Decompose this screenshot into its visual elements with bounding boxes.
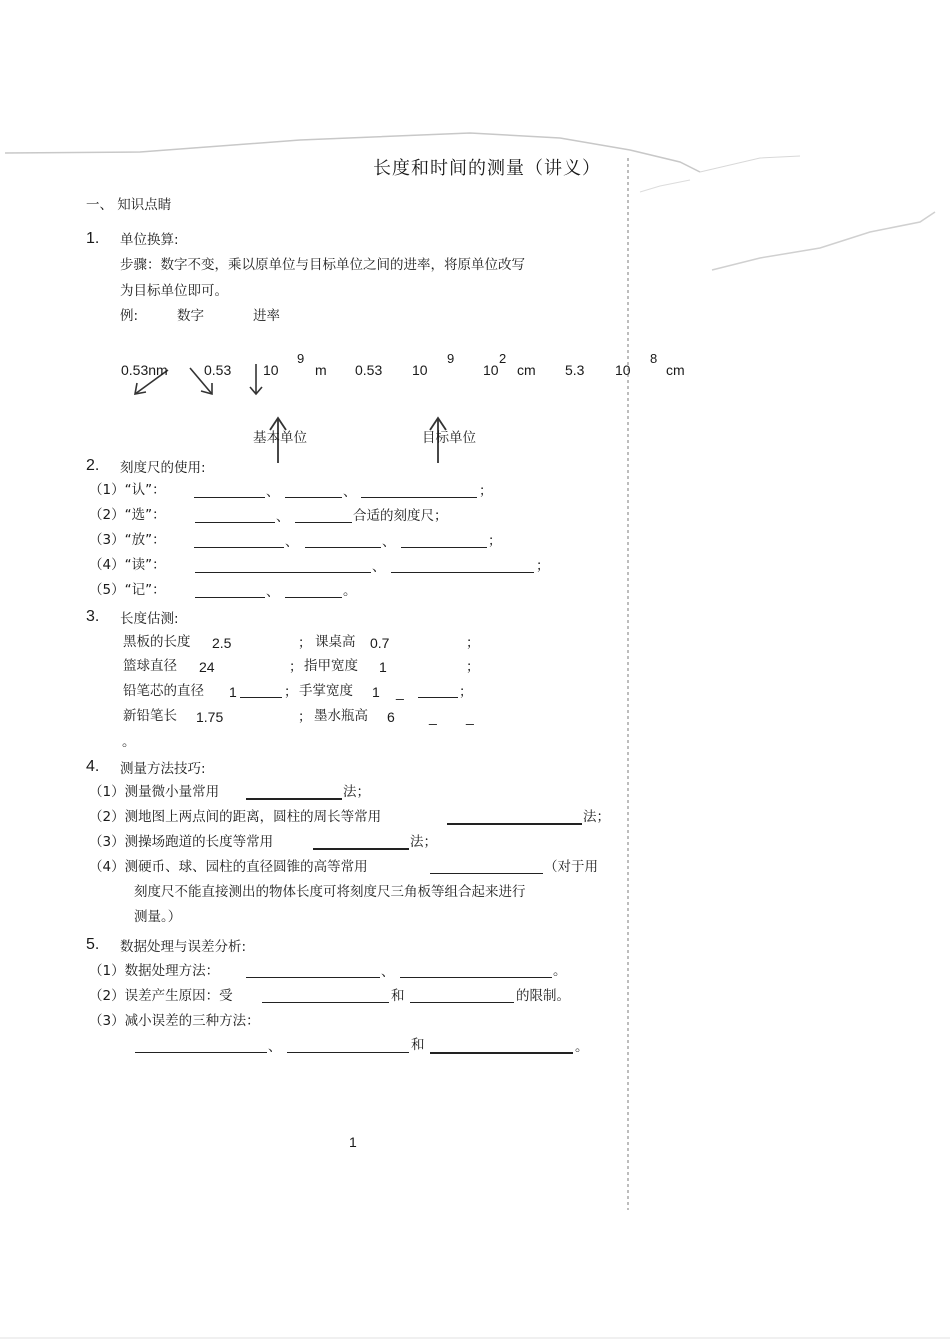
- item-number-1: 1.: [86, 230, 100, 247]
- equation-term: cm: [666, 362, 685, 378]
- separator: 、: [268, 1039, 282, 1055]
- section-heading: 一、 知识点睛: [86, 197, 172, 213]
- answer-blank[interactable]: [391, 572, 534, 573]
- separator: 、: [285, 534, 299, 550]
- equation-term: cm: [517, 362, 536, 378]
- page-number: 1: [349, 1134, 357, 1150]
- separator: 、: [382, 534, 396, 550]
- row-end: ；: [536, 558, 550, 574]
- answer-blank[interactable]: [430, 873, 543, 874]
- target-unit-label: 目标单位: [422, 430, 476, 446]
- item-number-5: 5.: [86, 936, 100, 953]
- item-heading-4: 测量方法技巧:: [120, 761, 206, 777]
- method-line: （1）测量微小量常用: [89, 784, 220, 800]
- underscore-mark: _: [466, 709, 474, 725]
- ruler-row-label: （2）“选”：: [89, 507, 166, 523]
- step-text-line2: 为目标单位即可。: [120, 283, 228, 299]
- answer-blank[interactable]: [400, 977, 552, 978]
- rate-label: 进率: [253, 308, 280, 324]
- ruler-row-label: （3）“放”：: [89, 532, 166, 548]
- item-number-2: 2.: [86, 457, 100, 474]
- answer-blank[interactable]: [305, 547, 381, 548]
- answer-blank[interactable]: [295, 522, 352, 523]
- item-heading-1: 单位换算:: [120, 232, 179, 248]
- estimate-label: 手掌宽度: [299, 683, 353, 699]
- estimate-label: 黑板的长度: [123, 634, 191, 650]
- answer-blank[interactable]: [246, 977, 380, 978]
- analysis-line: （1）数据处理方法：: [89, 963, 220, 979]
- estimate-label: 指甲宽度: [304, 658, 358, 674]
- answer-blank[interactable]: [195, 522, 275, 523]
- answer-blank[interactable]: [195, 572, 371, 573]
- analysis-line: （3）减小误差的三种方法：: [89, 1013, 260, 1029]
- estimate-value: 6: [387, 709, 395, 725]
- scan-artifact-right: [712, 212, 935, 270]
- down-arrow-icon: [250, 364, 262, 394]
- equation-term: 10: [615, 362, 631, 378]
- estimate-value: 0.7: [370, 635, 390, 651]
- analysis-suffix: 的限制。: [516, 988, 570, 1004]
- base-unit-label: 基本单位: [253, 430, 307, 446]
- underscore-mark: _: [396, 684, 404, 700]
- separator: 、: [381, 964, 395, 980]
- estimate-value: 2.5: [212, 635, 232, 651]
- row-tail: 合适的刻度尺；: [353, 508, 448, 524]
- equation-exponent: 9: [447, 351, 455, 366]
- estimate-label: 篮球直径: [123, 658, 177, 674]
- example-label: 例:: [120, 308, 139, 324]
- row-end: ；: [298, 709, 312, 725]
- answer-blank[interactable]: [240, 697, 282, 698]
- answer-blank[interactable]: [287, 1052, 409, 1053]
- row-end: ；: [479, 483, 493, 499]
- answer-blank[interactable]: [135, 1052, 267, 1053]
- answer-blank[interactable]: [195, 597, 265, 598]
- estimate-label: 铅笔芯的直径: [123, 683, 204, 699]
- page-title: 长度和时间的测量（讲义）: [373, 158, 601, 179]
- equation-term: 5.3: [565, 362, 585, 378]
- row-end: ；: [488, 533, 502, 549]
- method-suffix: 法；: [583, 809, 610, 825]
- conjunction: 和: [411, 1037, 425, 1053]
- estimate-value: 1: [379, 659, 387, 675]
- answer-blank[interactable]: [418, 697, 458, 698]
- separator: 、: [343, 484, 357, 500]
- method-line: （3）测操场跑道的长度等常用: [89, 834, 274, 850]
- row-end: ；: [284, 684, 298, 700]
- equation-term: m: [315, 362, 327, 378]
- answer-blank[interactable]: [447, 823, 582, 825]
- answer-blank[interactable]: [246, 798, 342, 800]
- answer-blank[interactable]: [361, 497, 477, 498]
- method-suffix: 法；: [343, 784, 370, 800]
- item-heading-5: 数据处理与误差分析:: [120, 939, 247, 955]
- row-end: ；: [466, 635, 480, 651]
- answer-blank[interactable]: [262, 1002, 389, 1003]
- equation-exponent: 2: [499, 351, 507, 366]
- row-end: ；: [466, 659, 480, 675]
- answer-blank[interactable]: [285, 497, 342, 498]
- ruler-row-label: （4）“读”：: [89, 557, 166, 573]
- row-end: ；: [289, 659, 303, 675]
- method-suffix: 法；: [410, 834, 437, 850]
- method-continuation: 测量。）: [134, 909, 182, 925]
- method-suffix: （对于用: [544, 859, 598, 875]
- answer-blank[interactable]: [194, 547, 284, 548]
- item-number-3: 3.: [86, 608, 100, 625]
- answer-blank[interactable]: [285, 597, 342, 598]
- analysis-line: （2）误差产生原因：受: [89, 988, 233, 1004]
- underscore-mark: _: [429, 709, 437, 725]
- row-end: 。: [553, 963, 567, 979]
- separator: 、: [372, 559, 386, 575]
- row-end: 。: [343, 583, 357, 599]
- estimate-value: 1: [229, 684, 237, 700]
- answer-blank[interactable]: [430, 1052, 573, 1054]
- estimate-value: 1: [372, 684, 380, 700]
- equation-term: 0.53nm: [121, 362, 168, 378]
- separator: 、: [276, 509, 290, 525]
- equation-exponent: 8: [650, 351, 658, 366]
- answer-blank[interactable]: [313, 848, 409, 850]
- equation-term: 0.53: [204, 362, 232, 378]
- method-continuation: 刻度尺不能直接测出的物体长度可将刻度尺三角板等组合起来进行: [134, 884, 526, 900]
- estimate-label: 新铅笔长: [123, 708, 177, 724]
- method-line: （2）测地图上两点间的距离，圆柱的周长等常用: [89, 809, 382, 825]
- conjunction: 和: [391, 988, 405, 1004]
- item-heading-3: 长度估测:: [120, 611, 179, 627]
- estimate-label: 课桌高: [315, 634, 356, 650]
- digit-label: 数字: [177, 308, 204, 324]
- equation-term: 10: [412, 362, 428, 378]
- ruler-row-label: （5）“记”：: [89, 582, 166, 598]
- estimate-value: 1.75: [196, 709, 224, 725]
- item-heading-2: 刻度尺的使用:: [120, 460, 206, 476]
- separator: 、: [266, 484, 280, 500]
- row-end: 。: [575, 1039, 589, 1055]
- row-end: ；: [298, 635, 312, 651]
- estimate-label: 墨水瓶高: [314, 708, 368, 724]
- answer-blank[interactable]: [401, 547, 487, 548]
- estimate-value: 24: [199, 659, 215, 675]
- step-text-line1: 步骤：数字不变，乘以原单位与目标单位之间的进率，将原单位改写: [120, 257, 525, 273]
- method-line: （4）测硬币、球、园柱的直径圆锥的高等常用: [89, 859, 368, 875]
- separator: 、: [266, 584, 280, 600]
- item-number-4: 4.: [86, 758, 100, 775]
- row-end: 。: [122, 734, 136, 750]
- equation-term: 10: [483, 362, 499, 378]
- row-end: ；: [459, 684, 473, 700]
- answer-blank[interactable]: [194, 497, 265, 498]
- ruler-row-label: （1）“认”：: [89, 482, 166, 498]
- equation-exponent: 9: [297, 351, 305, 366]
- equation-term: 0.53: [355, 362, 383, 378]
- equation-term: 10: [263, 362, 279, 378]
- answer-blank[interactable]: [410, 1002, 514, 1003]
